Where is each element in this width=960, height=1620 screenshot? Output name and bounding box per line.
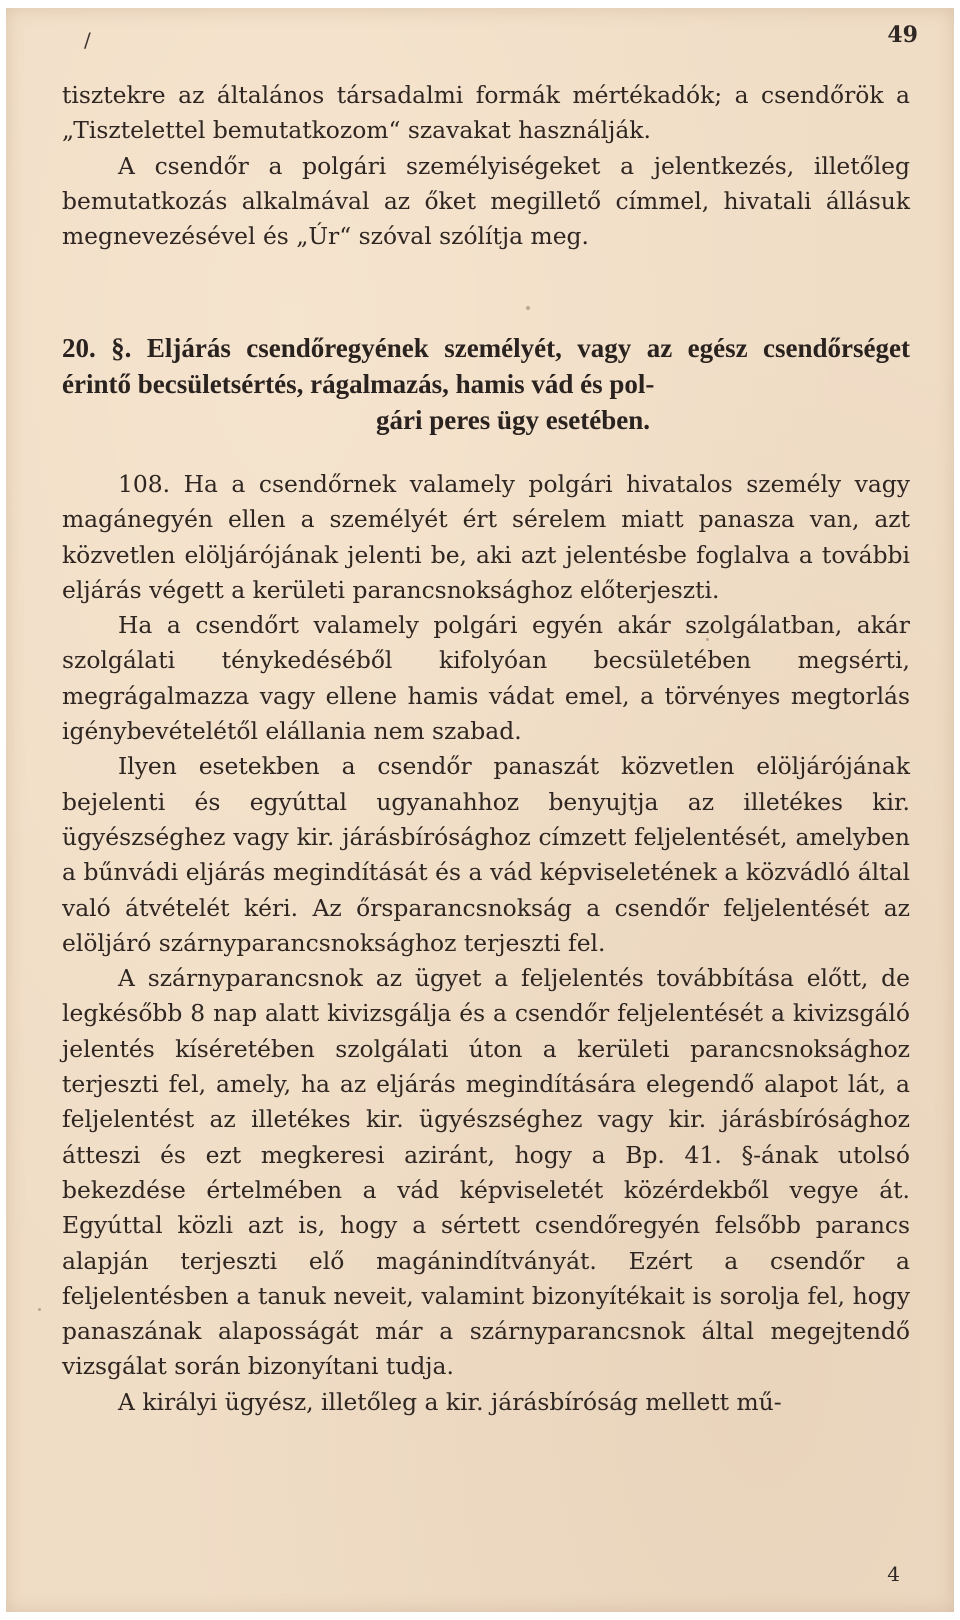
paragraph: A szárnyparancsnok az ügyet a feljelentés továbbítása előtt, de legkésőbb 8 nap alatt kivizsgálja és a csendőr feljelentését a kivizsgáló jelentés kíséretében szolgálati úton a kerületi parancsnoksághoz terjeszti fel, amely, ha az eljárás megindítására elegendő alapot lát, a feljelentést az illetékes kir. ügyészséghez vagy kir. járásbírósághoz átteszi és ezt megkeresi aziránt, hogy a Bp. 41. §-ának utolsó bekezdése értelmében a vád képviseletét közérdekből vegye át. Egyúttal közli azt is, hogy a sértett csendőregyén felsőbb parancs alapján terjeszti elő magánindítványát. Ezért a csendőr a feljelentésben a tanuk neveit, valamint bizonyítékait is sorolja fel, hogy panaszának alaposságát már a szárnyparancsnok által megejtendő vizsgálat során bizonyítani tudja. [62, 964, 910, 1381]
signature-mark: 4 [887, 1562, 900, 1586]
top-margin-mark: / [84, 28, 91, 52]
section-heading-last-line: gári peres ügy esetében. [376, 405, 650, 435]
paper-speck [706, 638, 709, 641]
page-number: 49 [887, 22, 918, 48]
paragraph: 108. Ha a csendőrnek valamely polgári hivatalos személy vagy magánegyén ellen a személyét ért sérelem miatt panasza van, azt közvetlen elöljárójának jelenti be, aki azt jelentésbe foglalva a további eljárás végett a kerületi parancsnoksághoz előterjeszti. [62, 470, 910, 604]
paragraph: tisztekre az általános társadalmi formák mértékadók; a csendőrök a „Tisztelettel bemutatkozom“ szavakat használják. [62, 81, 910, 145]
section-body [62, 467, 910, 1420]
paper-speck [38, 1308, 41, 1311]
section-heading [62, 330, 910, 438]
paragraph: A királyi ügyész, illetőleg a kir. járásbíróság mellett mű- [118, 1387, 782, 1416]
paragraph: A csendőr a polgári személyiségeket a jelentkezés, illetőleg bemutatkozás alkalmával az őket megillető címmel, hivatali állásuk megnevezésével és „Úr“ szóval szólítja meg. [62, 151, 910, 251]
intro-text-block [62, 78, 910, 254]
paper-speck [526, 306, 530, 310]
paragraph: Ilyen esetekben a csendőr panaszát közvetlen elöljárójának bejelenti és egyúttal ugyanahhoz benyujtja az illetékes kir. ügyészséghez vagy kir. járásbírósághoz címzett feljelentését, amelyben a bűnvádi eljárás megindítását és a vád képviseletének a közvádló által való átvételét kéri. Az őrsparancsnokság a csendőr feljelentését az elöljáró szárnyparancsnoksághoz terjeszti fel. [62, 752, 910, 957]
section-heading-lead: 20. §. Eljárás csendőregyének személyét, vagy az egész csendőrséget érintő becsületsértés, rágalmazás, hamis vád és pol- [62, 333, 910, 399]
paragraph: Ha a csendőrt valamely polgári egyén akár szolgálatban, akár szolgálati ténykedéséből kifolyóan becsületében megsérti, megrágalmazza vagy ellene hamis vádat emel, a törvényes megtorlás igénybevételétől elállania nem szabad. [62, 611, 910, 746]
book-page [6, 8, 954, 1612]
